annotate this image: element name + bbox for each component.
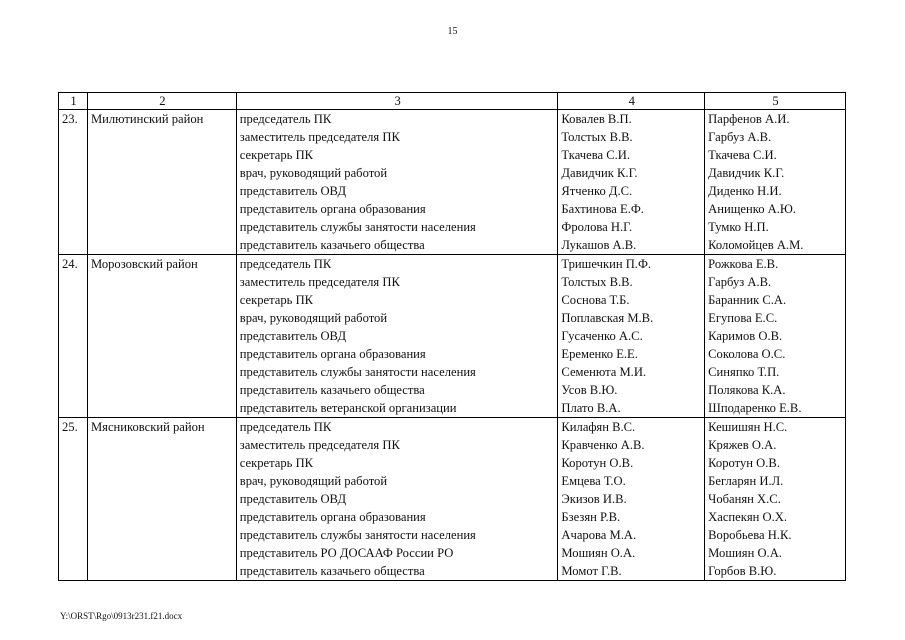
reserve-name: Коломойцев А.М. [708,238,804,252]
district-name: Мясниковский район [87,418,236,581]
reserve-name: Ткачева С.И. [708,148,777,162]
district-name: Морозовский район [87,255,236,418]
role-item: представитель казачьего общества [239,564,425,578]
role-item: представитель службы занятости населения [239,220,476,234]
member-name: Плато В.А. [561,401,621,415]
column-header: 3 [236,93,558,110]
member-name: Ткачева С.И. [561,148,631,162]
reserve-name: Полякова К.А. [708,383,786,397]
member-name: Усов В.Ю. [561,383,618,397]
role-item: представитель казачьего общества [239,238,425,252]
reserve-name: Парфенов А.И. [708,112,790,126]
reserve-name: Давидчик К.Г. [708,166,785,180]
member-name: Толстых В.В. [561,275,633,289]
member-name: Ятченко Д.С. [561,184,633,198]
reserve-name: Бегларян И.Л. [708,474,784,488]
member-name: Семенюта М.И. [561,365,647,379]
role-item: врач, руководящий работой [239,311,388,325]
reserve-name: Рожкова Е.В. [708,257,779,271]
member-name: Ковалев В.П. [561,112,632,126]
reserve-name: Кряжев О.А. [708,438,777,452]
reserve-name: Баранник С.А. [708,293,787,307]
row-number: 24. [59,255,88,418]
member-name: Толстых В.В. [561,130,633,144]
role-item: представитель казачьего общества [239,383,425,397]
role-item: заместитель председателя ПК [239,275,400,289]
column-header: 5 [705,93,846,110]
member-name: Бзезян Р.В. [561,510,621,524]
role-item: заместитель председателя ПК [239,438,400,452]
reserve-cell [705,418,846,581]
member-name: Бахтинова Е.Ф. [561,202,644,216]
member-name: Емцева Т.О. [561,474,626,488]
role-item: представитель ОВД [239,329,347,343]
role-item: представитель органа образования [239,202,426,216]
member-name: Момот Г.В. [561,564,622,578]
role-item: председатель ПК [239,420,332,434]
role-item: представитель ОВД [239,492,347,506]
reserve-name: Тумко Н.П. [708,220,769,234]
reserve-cell [705,255,846,418]
role-item: заместитель председателя ПК [239,130,400,144]
role-item: представитель службы занятости населения [239,528,476,542]
role-item: председатель ПК [239,257,332,271]
member-name: Тришечкин П.Ф. [561,257,652,271]
role-item: представитель ОВД [239,184,347,198]
reserve-name: Горбов В.Ю. [708,564,777,578]
role-cell [236,110,558,255]
page-number: 15 [447,26,458,37]
role-item: представитель органа образования [239,347,426,361]
role-item: секретарь ПК [239,293,314,307]
role-item: представитель РО ДОСААФ России РО [239,546,454,560]
reserve-name: Хаспекян О.Х. [708,510,788,524]
commission-table [58,92,846,581]
role-item: секретарь ПК [239,148,314,162]
reserve-cell [705,110,846,255]
role-item: представитель службы занятости населения [239,365,476,379]
member-name: Соснова Т.Б. [561,293,630,307]
reserve-name: Каримов О.В. [708,329,783,343]
member-name: Поплавская М.В. [561,311,654,325]
role-cell [236,418,558,581]
member-name: Килафян В.С. [561,420,636,434]
member-name: Давидчик К.Г. [561,166,638,180]
reserve-name: Егупова Е.С. [708,311,778,325]
reserve-name: Соколова О.С. [708,347,786,361]
column-header: 2 [87,93,236,110]
reserve-name: Шподаренко Е.В. [708,401,802,415]
member-cell [558,418,705,581]
role-item: врач, руководящий работой [239,166,388,180]
reserve-name: Воробьева Н.К. [708,528,792,542]
reserve-name: Анищенко А.Ю. [708,202,797,216]
role-cell [236,255,558,418]
role-item: представитель органа образования [239,510,426,524]
table-row [59,255,846,418]
role-item: врач, руководящий работой [239,474,388,488]
reserve-name: Гарбуз А.В. [708,275,772,289]
member-name: Коротун О.В. [561,456,634,470]
table-row [59,418,846,581]
footer-file-path: Y:\ORST\Rgo\0913r231.f21.docx [60,611,183,621]
member-name: Кравченко А.В. [561,438,645,452]
reserve-name: Коротун О.В. [708,456,780,470]
district-name: Милютинский район [87,110,236,255]
reserve-name: Гарбуз А.В. [708,130,772,144]
role-item: секретарь ПК [239,456,314,470]
member-name: Еременко Е.Е. [561,347,638,361]
reserve-name: Кешишян Н.С. [708,420,788,434]
reserve-name: Синяпко Т.П. [708,365,780,379]
reserve-name: Мошиян О.А. [708,546,782,560]
member-name: Ачарова М.А. [561,528,637,542]
row-number: 23. [59,110,88,255]
reserve-name: Чобанян Х.С. [708,492,781,506]
table-body [59,110,846,581]
member-name: Экизов И.В. [561,492,627,506]
table-header-row [59,93,846,110]
member-cell [558,255,705,418]
column-header: 4 [558,93,705,110]
row-number: 25. [59,418,88,581]
member-name: Фролова Н.Г. [561,220,633,234]
column-header: 1 [59,93,88,110]
member-name: Гусаченко А.С. [561,329,643,343]
member-name: Лукашов А.В. [561,238,637,252]
role-item: председатель ПК [239,112,332,126]
member-cell [558,110,705,255]
member-name: Мошиян О.А. [561,546,636,560]
table-row [59,110,846,255]
role-item: представитель ветеранской организации [239,401,457,415]
reserve-name: Диденко Н.И. [708,184,782,198]
